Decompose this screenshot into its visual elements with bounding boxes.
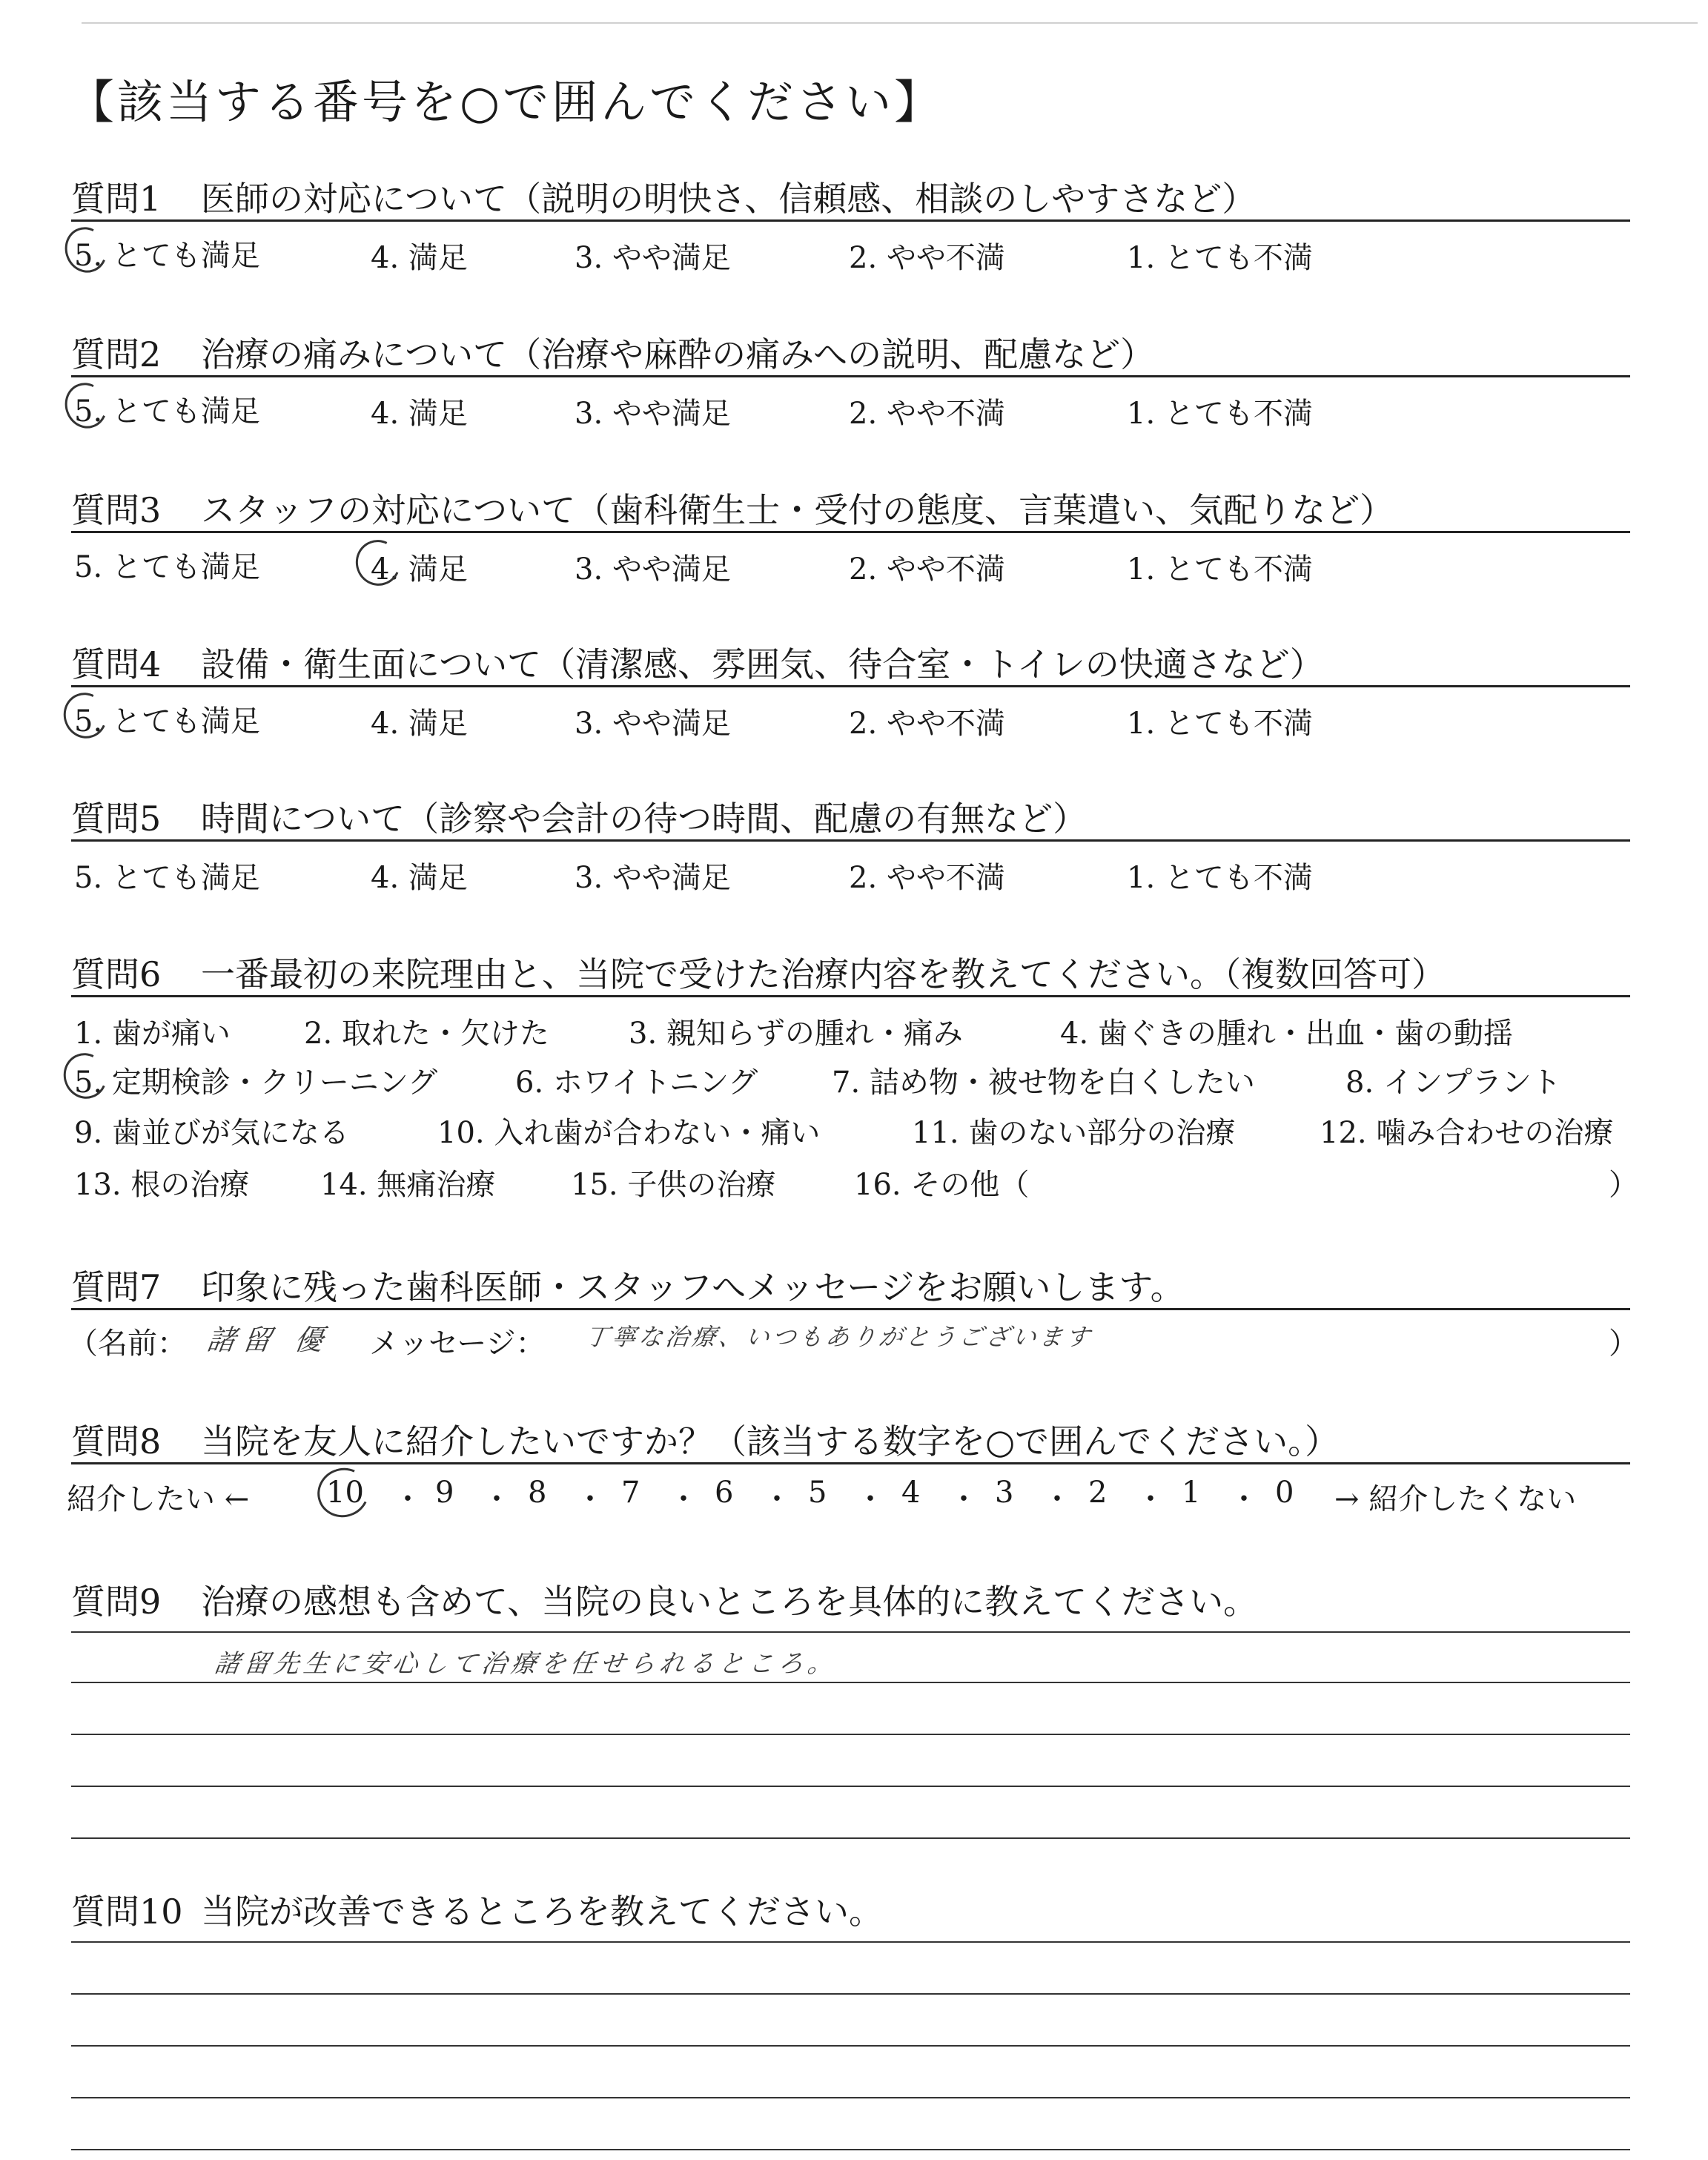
scale-10[interactable]: 10 — [326, 1476, 364, 1510]
q1-option-4[interactable]: 4. 満足 — [371, 241, 468, 275]
q6-option-5[interactable]: 5. 定期検診・クリーニング — [74, 1066, 438, 1100]
q7-message-label: メッセージ： — [369, 1327, 546, 1361]
q6-option-1[interactable]: 1. 歯が痛い — [74, 1017, 231, 1051]
q5-option-4[interactable]: 4. 満足 — [371, 861, 468, 895]
question-number: 質問4 — [71, 644, 162, 684]
scale-2[interactable]: 2 — [1088, 1476, 1108, 1510]
question-rule — [71, 1462, 1630, 1464]
q6-option-12[interactable]: 12. 噛み合わせの治療 — [1320, 1116, 1614, 1150]
q3-option-4[interactable]: 4. 満足 — [371, 552, 468, 587]
question-text: スタッフの対応について（歯科衛生士・受付の態度、言葉遣い、気配りなど） — [201, 490, 1394, 530]
question-text: 治療の感想も含めて、当院の良いところを具体的に教えてください。 — [201, 1582, 1258, 1622]
answer-line — [71, 1837, 1630, 1839]
q6-option-16-other[interactable]: 16. その他（ — [854, 1168, 1030, 1202]
question-text: 設備・衛生面について（清潔感、雰囲気、待合室・トイレの快適さなど） — [201, 644, 1324, 684]
q7-close: ） — [1609, 1327, 1638, 1361]
q7-name-label: （名前： — [68, 1327, 187, 1361]
scale-8[interactable]: 8 — [528, 1476, 547, 1510]
q1-option-5[interactable]: 5. とても満足 — [74, 239, 260, 273]
question-number: 質問2 — [71, 334, 162, 374]
question-rule — [71, 685, 1630, 687]
scale-separator: ・ — [1229, 1482, 1259, 1516]
scale-9[interactable]: 9 — [435, 1476, 454, 1510]
q6-other-close: ） — [1609, 1168, 1638, 1202]
question-text: 医師の対応について（説明の明快さ、信頼感、相談のしやすさなど） — [201, 179, 1257, 219]
question-text: 時間について（診察や会計の待つ時間、配慮の有無など） — [201, 799, 1088, 839]
q3-option-2[interactable]: 2. やや不満 — [849, 552, 1005, 587]
question-number: 質問8 — [71, 1421, 162, 1462]
q4-option-5[interactable]: 5. とても満足 — [74, 704, 260, 739]
q5-option-1[interactable]: 1. とても不満 — [1127, 861, 1313, 895]
q6-option-11[interactable]: 11. 歯のない部分の治療 — [912, 1116, 1236, 1150]
question-number: 質問5 — [71, 799, 162, 839]
scale-separator: ・ — [1136, 1482, 1165, 1516]
page-title: 【該当する番号を○で囲んでください】 — [68, 75, 944, 129]
q1-option-2[interactable]: 2. やや不満 — [849, 241, 1005, 275]
question-rule — [71, 375, 1630, 377]
answer-line — [71, 2045, 1630, 2047]
scale-separator: ・ — [1042, 1482, 1072, 1516]
question-5 — [71, 792, 1628, 841]
question-text: 治療の痛みについて（治療や麻酔の痛みへの説明、配慮など） — [201, 334, 1155, 374]
question-10 — [71, 1885, 1628, 1934]
answer-line — [71, 1631, 1630, 1633]
q6-option-15[interactable]: 15. 子供の治療 — [571, 1168, 776, 1202]
q4-option-3[interactable]: 3. やや満足 — [575, 707, 731, 741]
question-text: 印象に残った歯科医師・スタッフへメッセージをお願いします。 — [201, 1267, 1185, 1307]
question-6 — [71, 948, 1628, 997]
q5-option-5[interactable]: 5. とても満足 — [74, 861, 260, 895]
q6-option-3[interactable]: 3. 親知らずの腫れ・痛み — [629, 1017, 963, 1051]
question-rule — [71, 219, 1630, 222]
scale-separator: ・ — [482, 1482, 512, 1516]
question-rule — [71, 839, 1630, 842]
q2-option-4[interactable]: 4. 満足 — [371, 397, 468, 431]
q6-option-13[interactable]: 13. 根の治療 — [74, 1168, 250, 1202]
question-7 — [71, 1261, 1628, 1309]
answer-line — [71, 1682, 1630, 1683]
q2-option-1[interactable]: 1. とても不満 — [1127, 397, 1313, 431]
answer-line — [71, 1993, 1630, 1995]
question-rule — [71, 995, 1630, 997]
q6-option-10[interactable]: 10. 入れ歯が合わない・痛い — [437, 1116, 821, 1150]
q6-option-8[interactable]: 8. インプラント — [1345, 1066, 1561, 1100]
question-9 — [71, 1575, 1628, 1624]
question-text: 一番最初の来院理由と、当院で受けた治療内容を教えてください。（複数回答可） — [201, 954, 1446, 994]
q1-option-1[interactable]: 1. とても不満 — [1127, 241, 1313, 275]
question-number: 質問1 — [71, 179, 162, 219]
scale-separator: ・ — [855, 1482, 885, 1516]
question-number: 質問6 — [71, 954, 162, 994]
q6-option-14[interactable]: 14. 無痛治療 — [320, 1168, 496, 1202]
q6-option-4[interactable]: 4. 歯ぐきの腫れ・出血・歯の動揺 — [1060, 1017, 1513, 1051]
scale-separator: ・ — [762, 1482, 792, 1516]
scale-5[interactable]: 5 — [808, 1476, 827, 1510]
q6-option-9[interactable]: 9. 歯並びが気になる — [74, 1116, 349, 1150]
q3-option-5[interactable]: 5. とても満足 — [74, 550, 260, 584]
q7-name-handwritten[interactable]: 諸留 優 — [205, 1324, 333, 1356]
question-text: 当院が改善できるところを教えてください。 — [201, 1892, 883, 1932]
scale-separator: ・ — [393, 1482, 423, 1516]
scale-7[interactable]: 7 — [621, 1476, 640, 1510]
q6-option-7[interactable]: 7. 詰め物・被せ物を白くしたい — [832, 1066, 1255, 1100]
q4-option-4[interactable]: 4. 満足 — [371, 707, 468, 741]
answer-line — [71, 1786, 1630, 1787]
q4-option-1[interactable]: 1. とても不満 — [1127, 707, 1313, 741]
question-rule — [71, 531, 1630, 533]
question-number: 質問10 — [71, 1892, 183, 1932]
scale-0[interactable]: 0 — [1275, 1476, 1294, 1510]
q1-option-3[interactable]: 3. やや満足 — [575, 241, 731, 275]
q2-option-3[interactable]: 3. やや満足 — [575, 397, 731, 431]
q7-message-handwritten[interactable]: 丁寧な治療、いつもありがとうございます — [583, 1323, 1095, 1351]
scale-3[interactable]: 3 — [995, 1476, 1014, 1510]
q5-option-3[interactable]: 3. やや満足 — [575, 861, 731, 895]
question-2 — [71, 328, 1628, 377]
q6-option-2[interactable]: 2. 取れた・欠けた — [304, 1017, 549, 1051]
q8-selection-circle — [311, 1461, 376, 1525]
q2-option-5[interactable]: 5. とても満足 — [74, 394, 260, 429]
question-number: 質問9 — [71, 1582, 162, 1622]
scale-right-label: → 紹介したくない — [1334, 1482, 1577, 1516]
question-number: 質問3 — [71, 490, 162, 530]
scale-separator: ・ — [669, 1482, 698, 1516]
q5-option-2[interactable]: 2. やや不満 — [849, 861, 1005, 895]
question-8 — [71, 1415, 1628, 1464]
scale-separator: ・ — [575, 1482, 605, 1516]
q3-option-3[interactable]: 3. やや満足 — [575, 552, 731, 587]
answer-line — [71, 2149, 1630, 2150]
answer-line — [71, 1941, 1630, 1943]
top-rule — [82, 22, 1698, 24]
scale-6[interactable]: 6 — [715, 1476, 734, 1510]
question-text: 当院を友人に紹介したいですか？（該当する数字を○で囲んでください。） — [201, 1421, 1340, 1462]
question-1 — [71, 172, 1628, 221]
question-3 — [71, 483, 1628, 532]
question-rule — [71, 1308, 1630, 1310]
q2-option-2[interactable]: 2. やや不満 — [849, 397, 1005, 431]
scale-4[interactable]: 4 — [901, 1476, 921, 1510]
question-number: 質問7 — [71, 1267, 162, 1307]
question-4 — [71, 638, 1628, 687]
q3-option-1[interactable]: 1. とても不満 — [1127, 552, 1313, 587]
scale-1[interactable]: 1 — [1182, 1476, 1201, 1510]
q6-option-6[interactable]: 6. ホワイトニング — [515, 1066, 758, 1100]
answer-line — [71, 1734, 1630, 1735]
scale-left-label: 紹介したい ← — [67, 1482, 250, 1516]
q4-option-2[interactable]: 2. やや不満 — [849, 707, 1005, 741]
scale-separator: ・ — [949, 1482, 979, 1516]
q9-answer-handwritten[interactable]: 諸留先生に安心して治療を任せられるところ。 — [212, 1649, 840, 1679]
answer-line — [71, 2097, 1630, 2098]
